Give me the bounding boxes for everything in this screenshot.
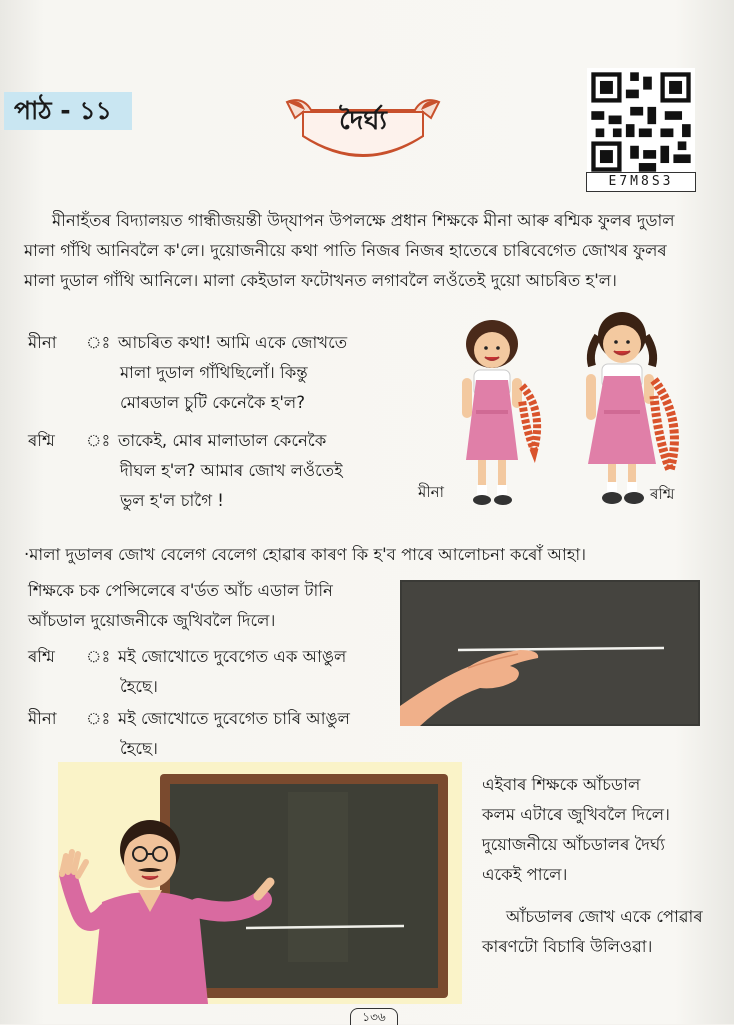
dialogue-line: মোৰডাল চুটি কেনেকৈ হ'ল? — [120, 393, 305, 412]
intro-line: মীনাহঁতৰ বিদ্যালয়ত গান্ধীজয়ন্তী উদ্‌যাপন উপলক্ষে প্ৰধান শিক্ষকে মীনা আৰু ৰশ্মিক ফুলৰ দুডাল — [52, 211, 675, 230]
speaker-name: ৰশ্মি — [28, 647, 55, 666]
pen-paragraph — [482, 770, 670, 890]
speaker-colon: ঃ — [86, 647, 111, 666]
dialogue-rashmi-1 — [28, 426, 388, 522]
dialogue-line: ভুল হ'ল চাগৈ ! — [120, 491, 224, 510]
pen-line: কলম এটাৰে জুখিবলৈ দিলে। — [482, 805, 670, 824]
dialogue-line: আচৰিত কথা! আমি একে জোখতে — [118, 333, 348, 352]
intro-line: মালা দুডাল গাঁথি আনিলে। মালা কেইডাল ফটোখনত লগাবলৈ লওঁতেই দুয়ো আচৰিত হ'ল। — [24, 271, 617, 290]
dialogue-line: হৈছে। — [120, 677, 158, 696]
qr-code-icon — [586, 68, 696, 176]
intro-paragraph — [24, 206, 714, 296]
speaker-name: মীনা — [28, 709, 57, 728]
speaker-colon: ঃ — [86, 333, 111, 352]
reason-line: কাৰণটো বিচাৰি উলিওৱা। — [482, 937, 653, 956]
pen-line: এইবাৰ শিক্ষকে আঁচডাল — [482, 775, 641, 794]
pen-line: দুয়োজনীয়ে আঁচডালৰ দৈৰ্ঘ্য — [482, 835, 665, 854]
reason-paragraph — [482, 902, 703, 962]
chalk-line: শিক্ষকে চক পেন্সিলেৰে ব'ৰ্ডত আঁচ এডাল টানি — [28, 581, 333, 600]
teacher-at-board-illustration — [58, 762, 462, 1004]
speaker-name: মীনা — [28, 333, 57, 352]
label-rashmi: ৰশ্মি — [650, 485, 675, 503]
chalk-line: আঁচডাল দুয়োজনীকে জুখিবলৈ দিলে। — [28, 611, 276, 630]
lesson-number: পাঠ - ১১ — [4, 92, 132, 130]
reason-line: আঁচডালৰ জোখ একে পোৱাৰ — [506, 907, 703, 926]
page-number: ১৩৬ — [350, 1008, 398, 1025]
speaker-colon: ঃ — [86, 431, 111, 450]
page-title: দৈৰ্ঘ্য — [339, 106, 387, 136]
speaker-name: ৰশ্মি — [28, 431, 55, 450]
discussion-question: ·মালা দুডালৰ জোখ বেলেগ বেলেগ হোৱাৰ কাৰণ কি হ'ব পাৰে আলোচনা কৰোঁ আহা। — [24, 545, 587, 564]
dialogue-meena-1 — [28, 328, 388, 424]
dialogue-line: মালা দুডাল গাঁথিছিলোঁ। কিন্তু — [120, 363, 308, 382]
dialogue-line: মই জোখোতে দুবেগেত এক আঙুল — [118, 647, 347, 666]
dialogue-rashmi-2 — [28, 642, 388, 706]
speaker-colon: ঃ — [86, 709, 111, 728]
dialogue-line: দীঘল হ'ল? আমাৰ জোখ লওঁতেই — [120, 461, 343, 480]
pen-line: একেই পালে। — [482, 865, 568, 884]
chalk-paragraph — [28, 576, 333, 636]
dialogue-line: হৈছে। — [120, 739, 158, 758]
chalkboard-hand-illustration — [400, 580, 700, 726]
dialogue-line: তাকেই, মোৰ মালাডাল কেনেকৈ — [118, 431, 327, 450]
dialogue-line: মই জোখোতে দুবেগেত চাৰি আঙুল — [118, 709, 350, 728]
qr-code-text: E7M8S3 — [586, 172, 696, 192]
intro-line: মালা গাঁথি আনিবলৈ ক'লে। দুয়োজনীয়ে কথা পাতি নিজৰ নিজৰ হাতেৰে চাৰিবেগেত জোখৰ ফুলৰ — [24, 241, 667, 260]
dialogue-meena-2 — [28, 704, 388, 768]
label-meena: মীনা — [418, 483, 444, 501]
